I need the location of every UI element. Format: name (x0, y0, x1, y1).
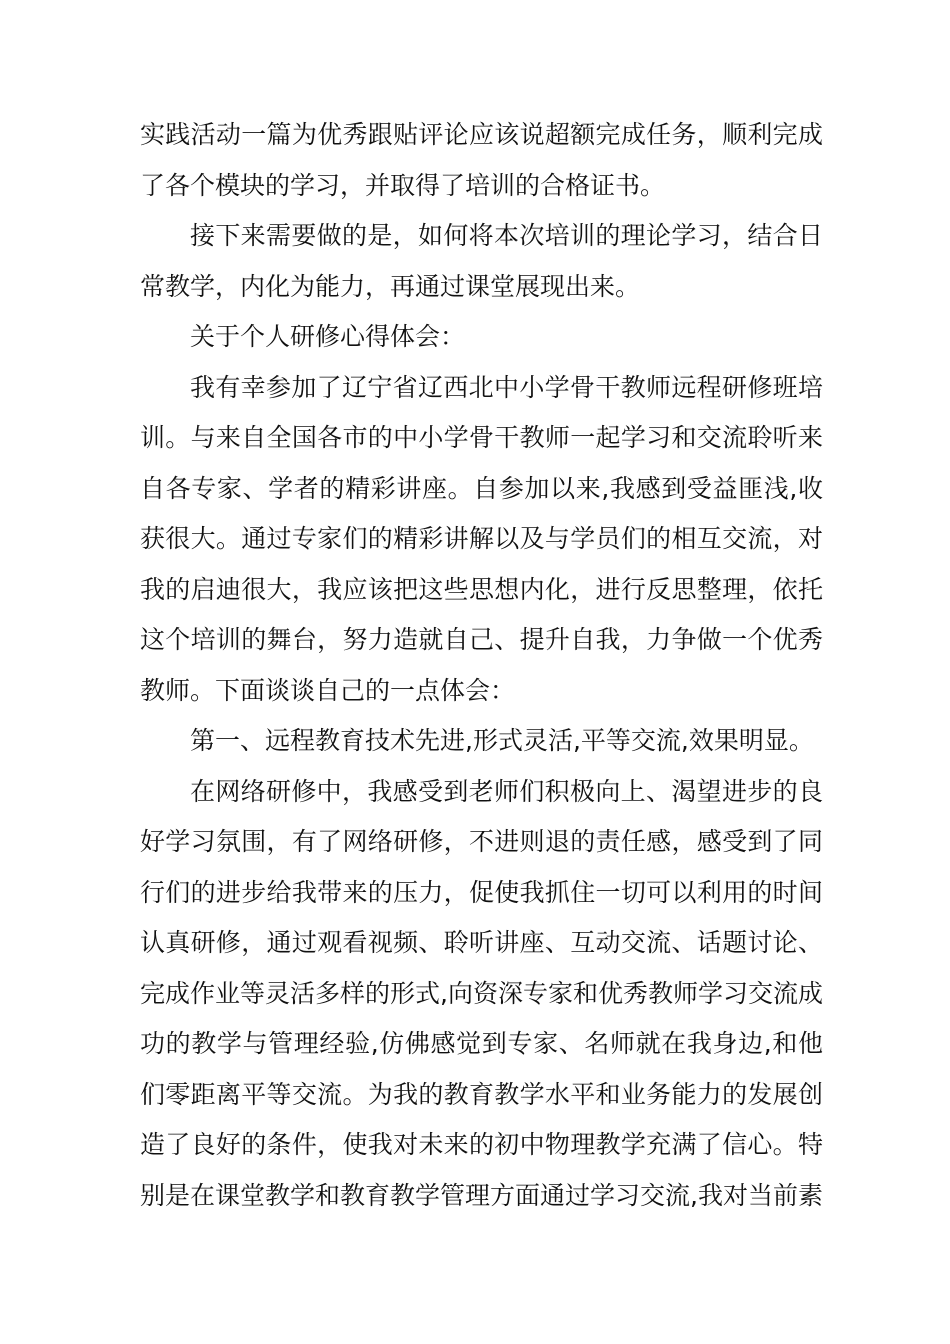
paragraph-5-point-one: 第一、远程教育技术先进,形式灵活,平等交流,效果明显。 (190, 726, 814, 755)
document-page (140, 110, 823, 1221)
paragraph-4: 我有幸参加了辽宁省辽西北中小学骨干教师远程研修班培训。与来自全国各市的中小学骨干教师一起学习和交流聆听来自各专家、学者的精彩讲座。自参加以来,我感到受益匪浅,收获很大。通过专家们的精彩讲解以及与学员们的相互交流，对我的启迪很大，我应该把这些思想内化，进行反思整理，依托这个培训的舞台，努力造就自己、提升自我，力争做一个优秀教师。下面谈谈自己的一点体会： (140, 372, 823, 705)
paragraph-6: 在网络研修中，我感受到老师们积极向上、渴望进步的良好学习氛围，有了网络研修，不进则退的责任感，感受到了同行们的进步给我带来的压力，促使我抓住一切可以利用的时间认真研修，通过观看视频、聆听讲座、互动交流、话题讨论、完成作业等灵活多样的形式,向资深专家和优秀教师学习交流成功的教学与管理经验,仿佛感觉到专家、名师就在我身边,和他们零距离平等交流。为我的教育教学水平和业务能力的发展创造了良好的条件，使我对未来的初中物理教学充满了信心。特别是在课堂教学和教育教学管理方面通过学习交流,我对当前素 (140, 776, 823, 1210)
paragraph-1: 实践活动一篇为优秀跟贴评论应该说超额完成任务，顺利完成了各个模块的学习，并取得了培训的合格证书。 (140, 120, 823, 200)
paragraph-2: 接下来需要做的是，如何将本次培训的理论学习，结合日常教学，内化为能力，再通过课堂展现出来。 (140, 221, 823, 301)
paragraph-3-heading: 关于个人研修心得体会： (190, 322, 466, 351)
